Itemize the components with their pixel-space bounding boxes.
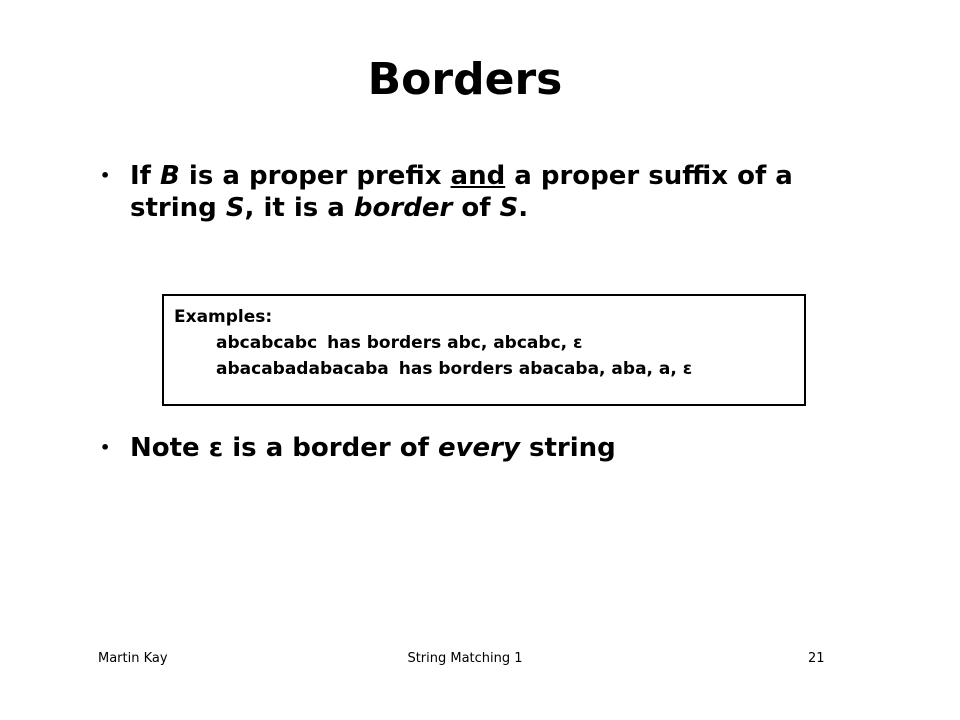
term-every: every bbox=[437, 433, 520, 463]
bullet-text-part: is a proper prefix bbox=[179, 161, 451, 191]
example-borders: has borders abacaba, aba, a, ε bbox=[398, 359, 693, 379]
variable-s: S bbox=[225, 193, 245, 223]
underlined-and: and bbox=[450, 161, 506, 191]
slide-title: Borders bbox=[367, 54, 563, 105]
footer-page-number: 21 bbox=[808, 651, 825, 666]
examples-heading: Examples: bbox=[174, 307, 273, 327]
bullet-text-part: a proper suffix of a string bbox=[130, 161, 793, 223]
bullet-text-part: . bbox=[518, 193, 529, 223]
bullet-text-part: , it is a bbox=[244, 193, 354, 223]
footer-course: String Matching 1 bbox=[407, 651, 523, 666]
bullet-text-part: of bbox=[452, 193, 500, 223]
variable-b: B bbox=[160, 161, 180, 191]
bullet-text-part: If bbox=[130, 161, 161, 191]
variable-s: S bbox=[499, 193, 519, 223]
bullet-border-definition bbox=[100, 160, 870, 224]
example-string: abacabadabacaba bbox=[216, 359, 389, 379]
example-borders: has borders abc, abcabc, ε bbox=[327, 333, 583, 353]
example-line bbox=[174, 330, 794, 356]
example-line bbox=[174, 356, 794, 382]
examples-box bbox=[162, 294, 806, 406]
footer-author: Martin Kay bbox=[98, 651, 168, 666]
bullet-epsilon-note bbox=[100, 432, 870, 464]
bullet-text-part: string bbox=[519, 433, 616, 463]
example-string: abcabcabc bbox=[216, 333, 318, 353]
bullet-text-part: Note ε is a border of bbox=[130, 433, 438, 463]
term-border: border bbox=[353, 193, 453, 223]
